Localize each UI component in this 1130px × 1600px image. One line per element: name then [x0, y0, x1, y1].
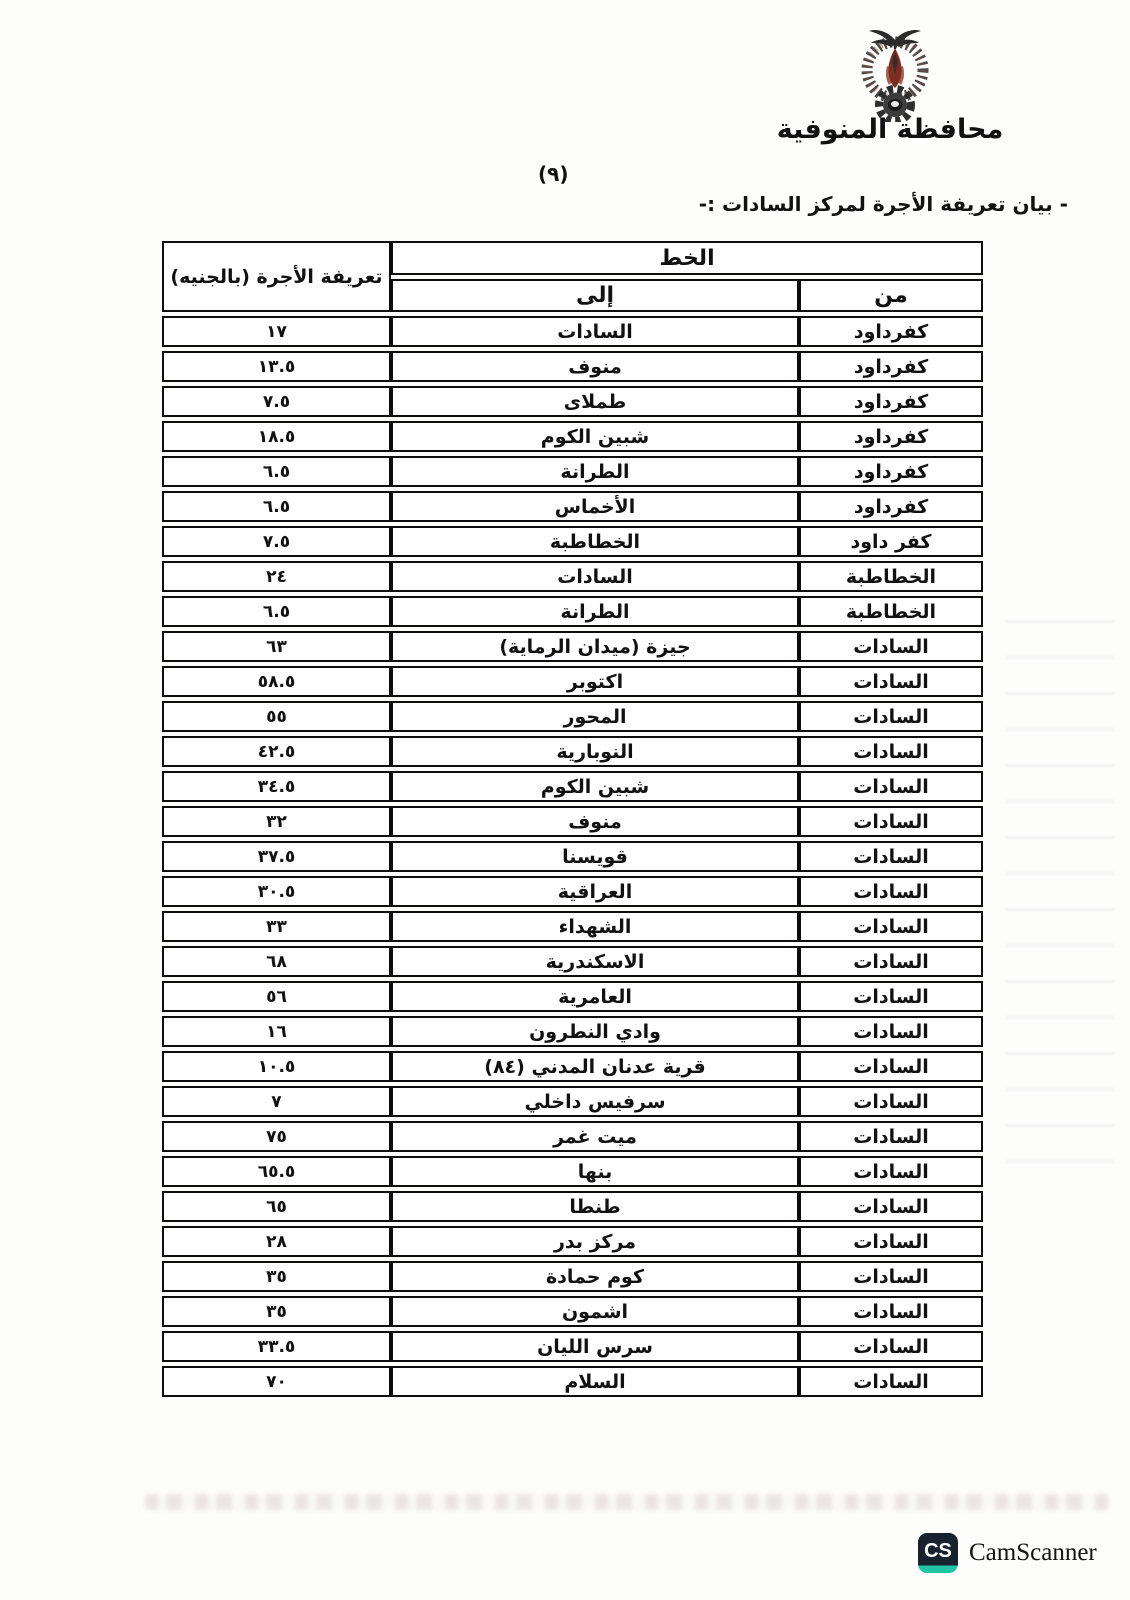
fare-cell: ٣٠.٥ [162, 876, 391, 907]
fare-cell: ٤٢.٥ [162, 736, 391, 767]
from-cell: السادات [799, 1366, 983, 1397]
col-header-to: إلى [391, 279, 799, 312]
from-cell: السادات [799, 1331, 983, 1362]
from-cell: السادات [799, 631, 983, 662]
table-row [162, 1156, 983, 1187]
fare-cell: ٣٢ [162, 806, 391, 837]
table-row [162, 946, 983, 977]
fare-cell: ٣٣.٥ [162, 1331, 391, 1362]
to-cell: السادات [391, 316, 799, 347]
camscanner-label: CamScanner [969, 1539, 1097, 1566]
fare-cell: ٣٣ [162, 911, 391, 942]
table-row [162, 1016, 983, 1047]
table-row [162, 421, 983, 452]
fare-cell: ٧٥ [162, 1121, 391, 1152]
to-cell: العامرية [391, 981, 799, 1012]
table-row [162, 1331, 983, 1362]
table-row [162, 806, 983, 837]
to-cell: طنطا [391, 1191, 799, 1222]
table-row [162, 456, 983, 487]
fare-cell: ٦.٥ [162, 456, 391, 487]
fare-table-header [162, 241, 983, 312]
scan-noise [1005, 620, 1115, 1180]
header-row-route [162, 241, 983, 275]
from-cell: الخطاطبة [799, 596, 983, 627]
fare-cell: ٦٨ [162, 946, 391, 977]
to-cell: النوبارية [391, 736, 799, 767]
table-row [162, 1226, 983, 1257]
from-cell: السادات [799, 1191, 983, 1222]
to-cell: الخطاطبة [391, 526, 799, 557]
from-cell: السادات [799, 946, 983, 977]
fare-cell: ٧.٥ [162, 386, 391, 417]
table-row [162, 876, 983, 907]
from-cell: السادات [799, 1086, 983, 1117]
from-cell: كفرداود [799, 421, 983, 452]
fare-cell: ١٣.٥ [162, 351, 391, 382]
to-cell: طملاى [391, 386, 799, 417]
from-cell: السادات [799, 841, 983, 872]
from-cell: السادات [799, 1121, 983, 1152]
table-row [162, 771, 983, 802]
to-cell: سرس الليان [391, 1331, 799, 1362]
fare-cell: ١٦ [162, 1016, 391, 1047]
table-row [162, 1261, 983, 1292]
fare-table-body [162, 316, 983, 1397]
fare-cell: ٧ [162, 1086, 391, 1117]
table-row [162, 701, 983, 732]
table-row [162, 631, 983, 662]
table-row [162, 1366, 983, 1397]
camscanner-logo-icon [918, 1533, 958, 1573]
to-cell: منوف [391, 806, 799, 837]
to-cell: الشهداء [391, 911, 799, 942]
from-cell: السادات [799, 1051, 983, 1082]
from-cell: كفرداود [799, 316, 983, 347]
to-cell: بنها [391, 1156, 799, 1187]
camscanner-initials: CS [924, 1539, 952, 1562]
fare-cell: ٦.٥ [162, 491, 391, 522]
table-row [162, 316, 983, 347]
to-cell: ميت غمر [391, 1121, 799, 1152]
emblem-graphic [843, 22, 947, 122]
fare-cell: ٢٨ [162, 1226, 391, 1257]
from-cell: السادات [799, 1156, 983, 1187]
from-cell: السادات [799, 1226, 983, 1257]
to-cell: اكتوبر [391, 666, 799, 697]
fare-cell: ٣٥ [162, 1296, 391, 1327]
to-cell: مركز بدر [391, 1226, 799, 1257]
from-cell: السادات [799, 771, 983, 802]
governorate-name: محافظة المنوفية [776, 114, 1004, 145]
to-cell: الطرانة [391, 456, 799, 487]
fare-cell: ١٧ [162, 316, 391, 347]
to-cell: منوف [391, 351, 799, 382]
fare-cell: ٥٦ [162, 981, 391, 1012]
to-cell: الأخماس [391, 491, 799, 522]
fare-cell: ٦٣ [162, 631, 391, 662]
to-cell: كوم حمادة [391, 1261, 799, 1292]
fare-table [162, 237, 983, 1401]
to-cell: السادات [391, 561, 799, 592]
fare-cell: ٦.٥ [162, 596, 391, 627]
from-cell: السادات [799, 806, 983, 837]
from-cell: السادات [799, 1261, 983, 1292]
from-cell: السادات [799, 736, 983, 767]
fare-cell: ٣٧.٥ [162, 841, 391, 872]
table-row [162, 736, 983, 767]
from-cell: السادات [799, 1016, 983, 1047]
from-cell: السادات [799, 701, 983, 732]
from-cell: السادات [799, 666, 983, 697]
camscanner-watermark [918, 1533, 1097, 1573]
table-row [162, 1051, 983, 1082]
page-number: (٩) [538, 162, 569, 186]
to-cell: السلام [391, 1366, 799, 1397]
bleed-through-text [145, 1494, 1110, 1510]
table-row [162, 1086, 983, 1117]
table-row [162, 841, 983, 872]
table-row [162, 1121, 983, 1152]
from-cell: الخطاطبة [799, 561, 983, 592]
governorate-emblem [843, 22, 947, 122]
from-cell: السادات [799, 876, 983, 907]
table-row [162, 596, 983, 627]
table-row [162, 526, 983, 557]
table-row [162, 1296, 983, 1327]
fare-cell: ٥٥ [162, 701, 391, 732]
table-row [162, 1191, 983, 1222]
to-cell: العراقية [391, 876, 799, 907]
from-cell: كفرداود [799, 491, 983, 522]
fare-cell: ٦٥.٥ [162, 1156, 391, 1187]
table-row [162, 386, 983, 417]
to-cell: قويسنا [391, 841, 799, 872]
to-cell: اشمون [391, 1296, 799, 1327]
col-header-from: من [799, 279, 983, 312]
table-row [162, 666, 983, 697]
fare-cell: ١٨.٥ [162, 421, 391, 452]
from-cell: السادات [799, 911, 983, 942]
fare-cell: ٧٠ [162, 1366, 391, 1397]
to-cell: قرية عدنان المدني (٨٤) [391, 1051, 799, 1082]
table-row [162, 911, 983, 942]
from-cell: كفرداود [799, 386, 983, 417]
to-cell: وادي النطرون [391, 1016, 799, 1047]
fare-cell: ١٠.٥ [162, 1051, 391, 1082]
table-row [162, 491, 983, 522]
from-cell: كفرداود [799, 351, 983, 382]
from-cell: السادات [799, 1296, 983, 1327]
from-cell: كفر داود [799, 526, 983, 557]
from-cell: السادات [799, 981, 983, 1012]
to-cell: المحور [391, 701, 799, 732]
flame-figure-icon [886, 48, 904, 88]
fare-cell: ٣٤.٥ [162, 771, 391, 802]
to-cell: سرفيس داخلي [391, 1086, 799, 1117]
to-cell: الطرانة [391, 596, 799, 627]
to-cell: شبين الكوم [391, 421, 799, 452]
fare-cell: ٥٨.٥ [162, 666, 391, 697]
fare-cell: ٧.٥ [162, 526, 391, 557]
to-cell: الاسكندرية [391, 946, 799, 977]
from-cell: كفرداود [799, 456, 983, 487]
col-header-route: الخط [391, 241, 983, 275]
to-cell: شبين الكوم [391, 771, 799, 802]
to-cell: جيزة (ميدان الرماية) [391, 631, 799, 662]
table-row [162, 981, 983, 1012]
fare-cell: ٣٥ [162, 1261, 391, 1292]
col-header-fare: تعريفة الأجرة (بالجنيه) [162, 241, 391, 312]
fare-cell: ٢٤ [162, 561, 391, 592]
table-row [162, 561, 983, 592]
document-title: - بيان تعريفة الأجرة لمركز السادات :- [698, 192, 1068, 216]
table-row [162, 351, 983, 382]
fare-cell: ٦٥ [162, 1191, 391, 1222]
